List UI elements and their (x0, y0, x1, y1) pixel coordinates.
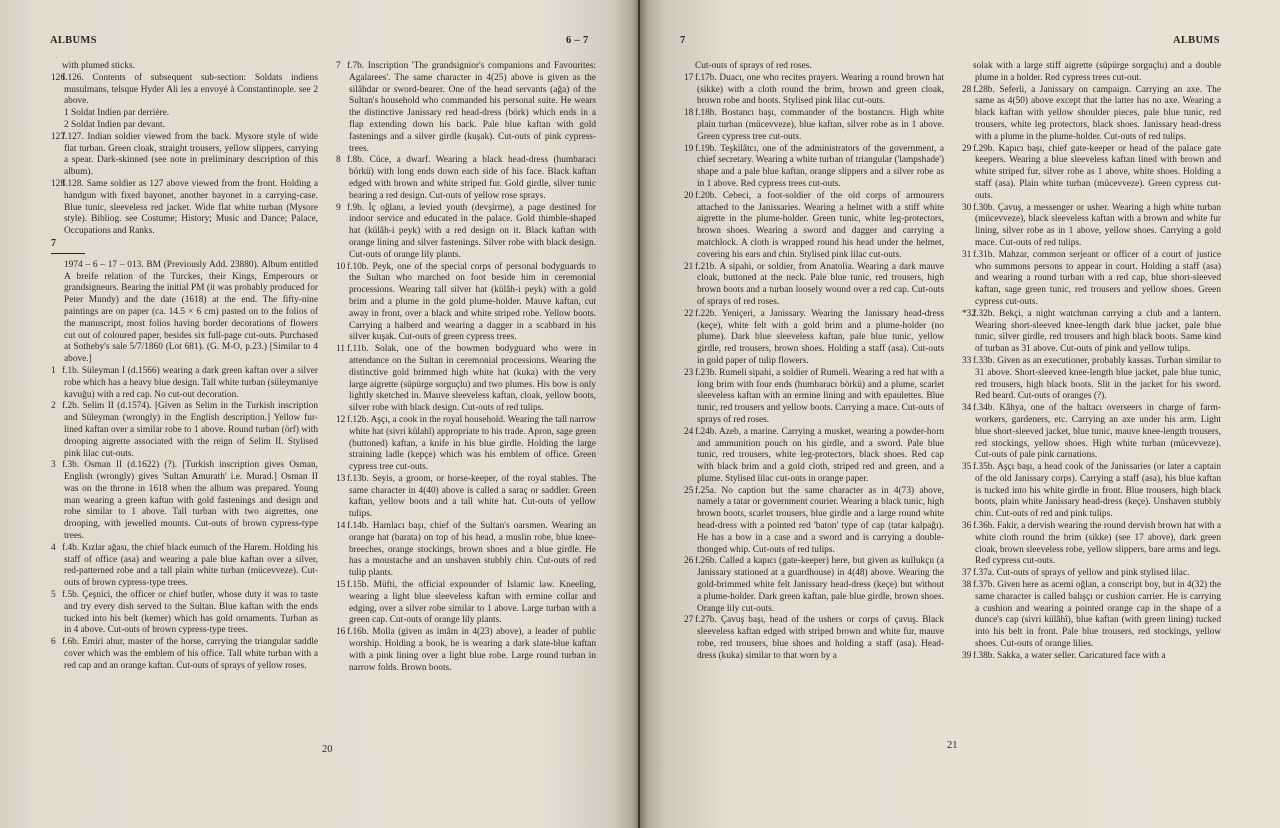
entry-number: 22 (684, 308, 694, 319)
entry-text: f.18b. Bostancı başı, commander of the bostancıs. High white plain turban (mücevveze), blue kaftan, silver robe as in 1 above. Green cypress tree cut-outs. (695, 108, 944, 142)
catalogue-entry (962, 85, 1221, 144)
entry-number: 18 (684, 108, 694, 119)
entry-number: 36 (962, 521, 972, 532)
entry-text: f.28b. Seferli, a Janissary on campaign. Carrying an axe. The same as 4(50) above except that the latter has no axe. Wearing a black kaftan with yellow shoulder pieces, pale blue tunic, red trousers, white leg protectors, black shoes. Janissary head-dress with a plume in the plume-holder. Cut-outs of red tulips. (973, 84, 1221, 142)
catalogue-entry (51, 132, 318, 179)
entry-number: 31 (962, 249, 972, 260)
catalogue-entry (684, 144, 944, 191)
entry-text: Cut-outs of sprays of red roses. (695, 61, 812, 71)
entry-number: 3 (51, 460, 56, 471)
entry-number: 11 (336, 344, 345, 355)
catalogue-entry (962, 356, 1221, 403)
entry-number: 19 (684, 143, 694, 154)
running-head-left: 7 (680, 35, 686, 46)
catalogue-entry (962, 568, 1221, 580)
entry-number: 128 (51, 178, 66, 189)
entry-text: f.16b. Molla (given as imâm in 4(23) above), a leader of public worship. Holding a book, he is wearing a dark slate-blue kaftan with a pink lining over a light blue robe. Large round turban in narrow folds. Brown boots. (347, 627, 596, 673)
entry-text: f.7b. Inscription 'The grandsignior's companions and Favourites: Agalarees'. The same character in 4(25) above is given as the silâhdar or sword-bearer. One of the head servants (ağa) of the Sultan's household who commanded his personal suite. He wears the distinctive Janissary red head-dress (börk) which ends in a flap extending down his back. Pale blue kaftan with gold fastenings and a silver girdle (kuşak). Cut-outs of pink cypress-trees. (347, 61, 596, 154)
entry-text: f.20b. Cebeci, a foot-soldier of the old corps of armourers attached to the Janissaries. Wearing a helmet with a stiff white aigrette in the plume-holder. Green tunic, white leg-protectors, brown shoes. Wearing a sword and dagger and carrying a matchlock. A cloth is wrapped round his head under the helmet, covering his ears and chin. Stylised pink lilac cut-outs. (695, 190, 944, 260)
entry-number: 1 (51, 365, 56, 376)
entry-number: 127 (51, 131, 66, 142)
entry-text: f.30b. Çavuş, a messenger or usher. Wearing a high white turban (mücevveze), black sleeveless kaftan with a brown and white fur lining, silver robe as in 1 above, yellow shoes. Carrying a gold mace. Cut-outs of red tulips. (973, 202, 1221, 248)
entry-text: f.3b. Osman II (d.1622) (?). [Turkish inscription gives Osman, English (wrongly) gives 'Sultan Amurath' i.e. Murad.] Osman II was on the throne in 1618 when the album was prepared. Young man wearing a green kaftan with gold fastenings and design and robe similar to 1 above. Tall turban with two aigrettes, one drooping, with jewelled mounts. Cut-outs of brown cypress-type trees. (62, 460, 318, 542)
entry-number: 24 (684, 426, 694, 437)
entry-number: 12 (336, 414, 346, 425)
catalogue-entry (336, 521, 596, 580)
entry-text: f.21b. A sipahi, or soldier, from Anatolia. Wearing a dark mauve cloak, buttoned at the neck. Pale blue tunic, red trousers, high brown boots and a turban loosely wound over a red cap. Cut-outs of sprays of red roses. (695, 261, 944, 307)
catalogue-entry (336, 262, 596, 345)
catalogue-entry (684, 61, 944, 73)
entry-text: 1974 – 6 – 17 – 013. BM (Previously Add. 23880). Album entitled A breife relation of the Turckes, their Kings, Emperours or grandsigneurs. Bearing the initial PM (it was probably produced for Peter Mundy) and the date (1618) at the end. The fifty-nine paintings are on paper (ca. 14.5 × 6 cm) pasted on to the folios of the manuscript, most folios having border decorations of flowers cut out of coloured paper, besides six full-page cut-outs. Purchased at Sotheby's sale 5/7/1860 (Lot 681). (G. M-O, p.23.) [Similar to 4 above.] (64, 259, 318, 365)
catalogue-entry (51, 366, 318, 401)
entry-text: f.27b. Çavuş başı, head of the ushers or corps of çavuş. Black sleeveless kaftan edged with striped brown and white fur, mauve robe, red trousers, blue shoes and holding a staff (asa). Head-dress (kuka) similar to that worn by a (695, 615, 944, 661)
entry-text: f.37b. Given here as acemi oğlan, a conscript boy, but in 4(32) the same character is called balışçı or cushion carrier. He is carrying a cushion and wearing a pointed orange cap in the shape of a dunce's cap (sivri külâhî), blue kaftan (with green lining) tucked into his belt in front. Pale blue trousers, red stockings, yellow shoes. Cut-outs of orange lilies. (973, 580, 1221, 650)
entry-text: f.10b. Peyk, one of the special corps of personal bodyguards to the Sultan who marched on foot beside him in ceremonial processions. Wearing tall silver hat (külâh-i peyk) with a gold brim and a plume in the gold plume-holder. Mauve kaftan, cut away in front, over a black and white striped robe. Yellow boots. Carrying a halberd and wearing a dagger in a scabbard in his silver kuşak. Cut-outs of green cypress trees. (347, 261, 596, 343)
catalogue-entry (336, 580, 596, 627)
entry-number: 27 (684, 615, 694, 626)
entry-text: f.33b. Given as an executioner, probably kassas. Turban similar to 31 above. Short-sleeved knee-length blue jacket, pale blue tunic, red trousers, high black boots. Slit in the jacket for his sword. Red beard. Cut-outs of oranges (?). (973, 355, 1221, 402)
entry-text: 1 Soldat Indien par derrière. (64, 108, 170, 119)
catalogue-entry (962, 462, 1221, 521)
entry-number: 15 (336, 580, 346, 591)
entry-text: f.6b. Emiri ahur, master of the horse, carrying the triangular saddle cover which was the emblem of his office. Tall white turban with a red cap and an orange kaftan. Cut-outs of sprays of yellow roses. (62, 637, 318, 671)
book-gutter (632, 0, 648, 828)
right-page-column-1 (684, 61, 944, 741)
catalogue-entry (336, 627, 596, 674)
entry-text: 2 Soldat Indien par devant. (64, 119, 165, 130)
catalogue-entry (51, 590, 318, 637)
left-page (0, 0, 638, 828)
entry-text: f.5b. Çeşnici, the officer or chief butler, whose duty it was to taste and try every dish served to the Sultan. Blue kaftan with the ends tucked into his belt (kemer) which has gold ornaments. Turban as in 4 above. Cut-outs of brown cypress-type trees. (62, 590, 318, 636)
entry-text: f.8b. Cüce, a dwarf. Wearing a black head-dress (humbaracı börkü) with long ends down each side of his face. Black kaftan edged with brown and white striped fur. Gold girdle, silver tunic bearing a red design. Cut-outs of yellow rose sprays. (347, 155, 596, 201)
entry-number: 9 (336, 202, 341, 213)
entry-number: 26 (684, 556, 694, 567)
right-page (640, 0, 1280, 828)
running-head-right: 6 – 7 (566, 35, 589, 46)
entry-number: *32 (962, 308, 977, 319)
section-rule (51, 253, 85, 254)
catalogue-entry (51, 73, 318, 108)
entry-number: 35 (962, 462, 972, 473)
running-head-right: ALBUMS (1173, 35, 1220, 46)
entry-number: 16 (336, 627, 346, 638)
entry-text: f.36b. Fakir, a dervish wearing the round dervish brown hat with a white cloth round the brim (sikke) (see 17 above), dark green cloak, brown sleeveless robe, yellow slippers, bare arms and legs. Red cypress cut-outs. (973, 521, 1221, 567)
catalogue-entry (962, 651, 1221, 663)
entry-text: f.126. Contents of subsequent sub-section: Soldats indiens musulmans, telsque Hyder Ali les a envoyé à Constantinople. see 2 above. (62, 72, 318, 107)
catalogue-entry (962, 521, 1221, 568)
left-page-column-1 (51, 61, 318, 741)
catalogue-entry (962, 580, 1221, 651)
catalogue-entry (684, 108, 944, 143)
catalogue-entry (684, 262, 944, 309)
entry-text: f.26b. Called a kapıcı (gate-keeper) here, but given as kullukçu (a Janissary stationed at a guardhouse) in 4(48) above. Wearing the gold-brimmed white felt Janissary head-dress (keçe) but without a plume-holder. Dark green kaftan, pale blue girdle, brown shoes. Orange lily cut-outs. (695, 556, 944, 614)
entry-text: f.14b. Hamlacı başı, chief of the Sultan's oarsmen. Wearing an orange hat (barata) on top of his head, a muslin robe, blue knee-breeches, orange stockings, brown shoes and a blue girdle. He has a moustache and an unshaven stubbly chin. Cut-outs of red tulip plants. (347, 521, 596, 579)
entry-number: 6 (51, 637, 56, 648)
page-number: 20 (322, 744, 333, 755)
catalogue-entry (684, 191, 944, 262)
entry-text: f.38b. Sakka, a water seller. Caricatured face with a (973, 650, 1166, 661)
catalogue-entry (962, 61, 1221, 85)
entry-text: f.17b. Duacı, one who recites prayers. Wearing a round brown hat (sikke) with a cloth round the brim, brown and green cloak, brown robe and boots. Stylised pink lilac cut-outs. (695, 72, 944, 107)
entry-text: with plumed sticks. (62, 61, 135, 71)
entry-number: 38 (962, 580, 972, 591)
entry-text: f.25a. No caption but the same character as in 4(73) above, namely a tatar or government courier. Wearing a black tunic, high brown boots, scarlet trousers, blue girdle and a large round white head-dress with a pointed red 'baton' type of cap (tatar kalpağı). He has a bow in a case and a sword and is carrying a double-thonged whip. Cut-outs of red tulips. (695, 485, 944, 555)
entry-number: 17 (684, 72, 694, 83)
page-number: 21 (947, 740, 958, 751)
catalogue-entry (51, 61, 318, 73)
entry-number: 29 (962, 143, 972, 154)
catalogue-entry (336, 415, 596, 474)
entry-number: 14 (336, 521, 346, 532)
section-number: 7 (51, 237, 56, 249)
entry-number: 39 (962, 650, 972, 661)
entry-text: f.31b. Mahzar, common serjeant or officer of a court of justice who summons persons to appear in court. Holding a staff (asa) and wearing a round turban with a red cap, blue short-sleeved kaftan, sage green tunic, red trousers and yellow shoes. Green cypress cut-outs. (973, 249, 1221, 307)
catalogue-entry (51, 179, 318, 238)
entry-number: 5 (51, 590, 56, 601)
right-page-column-2 (962, 61, 1221, 741)
entry-number: 30 (962, 202, 972, 213)
entry-number: 13 (336, 473, 346, 484)
entry-text: f.127. Indian soldier viewed from the back. Mysore style of wide flat turban. Green cloak, straight trousers, yellow slippers, carrying a spear. Dark-skinned (see note in preliminary description of this album). (62, 131, 318, 178)
entry-number: 33 (962, 355, 972, 366)
entry-text: f.23b. Rumeli sipahi, a soldier of Rumeli. Wearing a red hat with a long brim with four ends (humbaracı börkü) and a plume, scarlet sleeveless kaftan with an ermine lining and with epaulettes. Blue tunic, red trousers and yellow boots. Carrying a mace. Cut-outs of sprays of red roses. (695, 367, 944, 425)
entry-text: f.4b. Kızlar ağası, the chief black eunuch of the Harem. Holding his staff of office (asa) and wearing a pale blue kaftan over a silver, red-patterned robe and a tall plain white turban (mücevveze). Cut-outs of brown cypress-type trees. (62, 542, 318, 589)
entry-number: 4 (51, 542, 56, 553)
entry-number: 23 (684, 367, 694, 378)
catalogue-entry (336, 203, 596, 262)
entry-text: f.34b. Kâhya, one of the baltacı overseers in charge of farm-workers, gardeners, etc. Carrying an axe under his arm. Light blue short-sleeved jacket, blue tunic, mauve knee-length trousers, red stockings, yellow shoes. High white turban (mücevveze). Cut-outs of pale pink carnations. (973, 403, 1221, 461)
entry-number: 2 (51, 401, 56, 412)
entry-number: 126 (51, 72, 66, 83)
catalogue-entry (336, 474, 596, 521)
entry-text: f.15b. Müfti, the official expounder of Islamic law. Kneeling, wearing a light blue sleeveless kaftan with ermine collar and edging, over a silver robe similar to 1 above. Large turban with a green cap. Cut-outs of orange lily plants. (347, 580, 596, 626)
entry-number: 34 (962, 403, 972, 414)
entry-number: 7 (336, 61, 341, 71)
catalogue-entry (336, 61, 596, 155)
catalogue-entry (684, 556, 944, 615)
catalogue-entry (684, 309, 944, 368)
catalogue-entry (684, 427, 944, 486)
catalogue-entry (684, 486, 944, 557)
entry-number: 21 (684, 261, 694, 272)
catalogue-entry (51, 401, 318, 460)
catalogue-entry (51, 108, 318, 120)
entry-text: f.2b. Selim II (d.1574). [Given as Selim in the Turkish inscription and Süleyman (wrongly) in the English description.] Yellow fur-lined kaftan over a similar robe to 1 above. Round turban (örf) with drooping aigrette associated with the reign of Selim II. Stylised pink lilac cut-outs. (62, 401, 318, 459)
catalogue-entry (962, 403, 1221, 462)
entry-text: f.24b. Azeb, a marine. Carrying a musket, wearing a powder-horn and ammunition pouch on his girdle, and a sword. Pale blue tunic, red trousers, white leg-protectors, black shoes. Red cap with black brim and a gold cloth, striped red and green, and a plume. Stylised lilac cut-outs in orange paper. (695, 426, 944, 484)
catalogue-entry (51, 120, 318, 132)
entry-text: f.9b. İç oğlanı, a levied youth (devşirme), a page destined for indoor service and educated in the palace. Gold thimble-shaped hat (külâh-i peyk) with a red design on it. Black kaftan with orange lining and silver fastenings. Silver robe with black design. Cut-outs of orange lily plants. (347, 202, 596, 260)
catalogue-entry (336, 344, 596, 415)
catalogue-entry (51, 260, 318, 366)
entry-text: f.35b. Aşçı başı, a head cook of the Janissaries (or later a captain of the old Janissary corps). Carrying a staff (asa), his blue kaftan is tucked into his white girdle in front. Blue trousers, high black boots, plain white Janissary head-dress (keçe). Unshaven stubbly chin. Cut-outs of red and pink tulips. (973, 462, 1221, 520)
entry-number: 37 (962, 568, 972, 579)
left-page-column-2 (336, 61, 596, 741)
entry-number: 10 (336, 261, 346, 272)
catalogue-entry (336, 155, 596, 202)
catalogue-entry (684, 615, 944, 662)
entry-number: 28 (962, 84, 972, 95)
entry-text: f.1b. Süleyman I (d.1566) wearing a dark green kaftan over a silver robe which has a heavy blue design. Tall white turban (süleymaniye kavuğu) with a red cap. No cut-out decoration. (62, 365, 318, 400)
entry-text: f.12b. Aşçı, a cook in the royal household. Wearing the tall narrow white hat (sivri külahî) appropriate to his trade. Apron, sage green (buttoned) kaftan, a knife in his blue girdle. Holding the large straining ladle (kepçe) which was his emblem of office. Green cypress tree cut-outs. (347, 414, 596, 473)
catalogue-entry (962, 309, 1221, 356)
catalogue-entry (51, 460, 318, 543)
entry-number: 8 (336, 155, 341, 166)
catalogue-entry (51, 637, 318, 672)
catalogue-entry (684, 73, 944, 108)
entry-number: 20 (684, 190, 694, 201)
catalogue-entry (51, 543, 318, 590)
running-head-left: ALBUMS (50, 35, 97, 46)
entry-text: f.13b. Seyis, a groom, or horse-keeper, of the royal stables. The same character in 4(40) above is called a saraç or saddler. Green kaftan, yellow boots and a tall white hat. Cut-outs of yellow tulips. (347, 473, 596, 520)
entry-text: f.32b. Bekçi, a night watchman carrying a club and a lantern. Wearing short-sleeved knee-length dark blue jacket, pale blue tunic, silver girdle, red trousers and high black boots. Same kind of turban as 31 above. Cut-outs of pink and yellow tulips. (973, 308, 1221, 355)
entry-number: 25 (684, 485, 694, 496)
catalogue-entry (684, 368, 944, 427)
catalogue-entry (962, 203, 1221, 250)
catalogue-entry (962, 250, 1221, 309)
entry-text: f.22b. Yeniçeri, a Janissary. Wearing the Janissary head-dress (keçe), white felt with a gold brim and a plume-holder (no plume). Dark blue sleeveless kaftan, pale blue tunic, yellow girdle, red trousers, brown shoes. Holding a staff (asa). Cut-outs in gold paper of tulip flowers. (695, 308, 944, 366)
entry-text: f.128. Same soldier as 127 above viewed from the front. Holding a handgun with fixed bayonet, another bayonet in a carrying-case. Blue tunic, sleeveless red jacket. Wide flat white turban (Mysore style). Bibliog. see Costume; History; Music and Dance; Palace, Occupations and Ranks. (62, 178, 318, 237)
entry-text: f.29b. Kapıcı başı, chief gate-keeper or head of the palace gate keepers. Wearing a blue sleeveless kaftan lined with brown and white striped fur, silver robe as 1 above, white shoes. Holding a staff (asa). Plain white turban (mücevveze). Green cypress cut-outs. (973, 143, 1221, 201)
catalogue-entry (962, 144, 1221, 203)
entry-text: f.11b. Solak, one of the bowmen bodyguard who were in attendance on the Sultan in ceremonial processions. Wearing the distinctive gold brimmed high white hat (kuka) with the very large aigrette (süpürge sorguçlu) and two plumes. His bow is only lightly sketched in. Mauve sleeveless kaftan, cloak, yellow boots, silver robe with black design. Cut-outs of red tulips. (347, 344, 596, 414)
entry-text: f.37a. Cut-outs of sprays of yellow and pink stylised lilac. (973, 568, 1190, 579)
entry-text: f.19b. Teşkilâtcı, one of the administrators of the government, a chief secretary. Wearing a white turban of triangular ('lampshade') shape and a pale blue kaftan, orange slippers and a silver robe as in 1 above. Red cypress trees cut-outs. (695, 143, 944, 189)
entry-text: solak with a large stiff aigrette (süpürge sorguçlu) and a double plume in a holder. Red cypress trees cut-out. (973, 61, 1221, 83)
